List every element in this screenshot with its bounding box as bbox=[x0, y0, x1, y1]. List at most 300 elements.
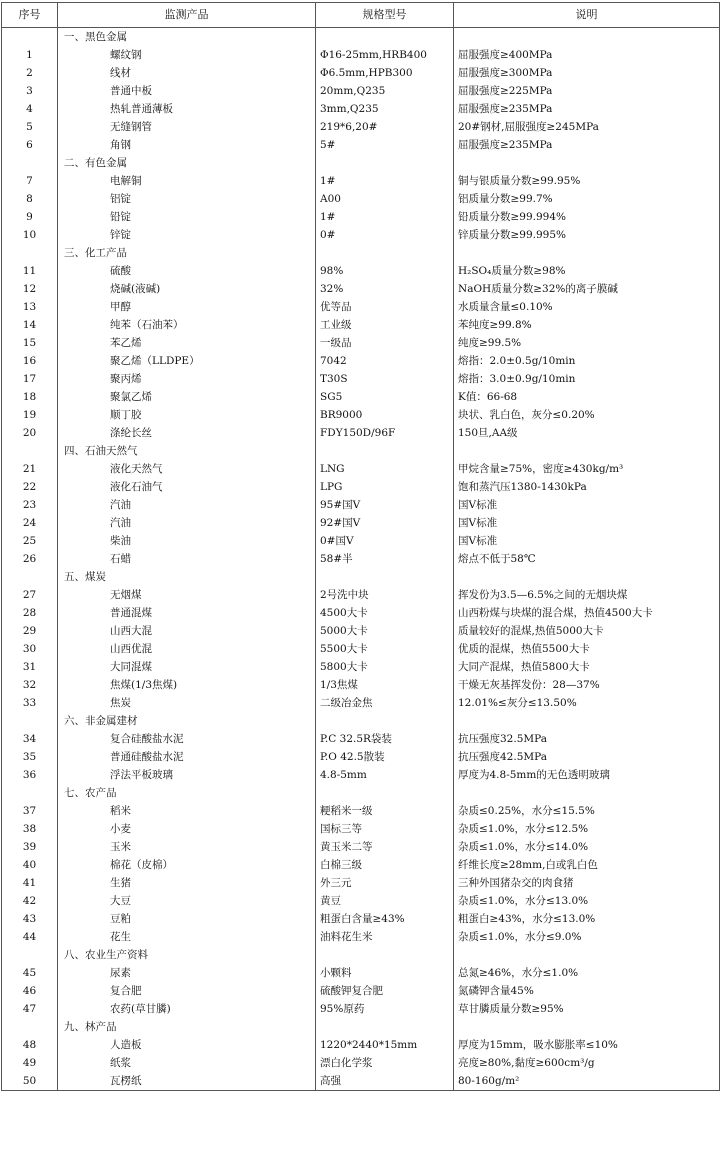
table-row bbox=[2, 208, 720, 226]
spec-model: 98% bbox=[316, 262, 454, 280]
description: H₂SO₄质量分数≥98% bbox=[454, 262, 720, 280]
table-row bbox=[2, 856, 720, 874]
table-row bbox=[2, 748, 720, 766]
description: 20#钢材,屈服强度≥245MPa bbox=[454, 118, 720, 136]
spec-model: 5# bbox=[316, 136, 454, 154]
product-name: 汽油 bbox=[58, 496, 316, 514]
row-number: 22 bbox=[2, 478, 58, 496]
description: 国Ⅴ标准 bbox=[454, 514, 720, 532]
row-desc-cell bbox=[454, 442, 720, 460]
row-number: 2 bbox=[2, 64, 58, 82]
description: 锌质量分数≥99.995% bbox=[454, 226, 720, 244]
row-number: 20 bbox=[2, 424, 58, 442]
product-name: 石蜡 bbox=[58, 550, 316, 568]
spec-model: 5500大卡 bbox=[316, 640, 454, 658]
table-row bbox=[2, 1036, 720, 1054]
spec-model: 1# bbox=[316, 172, 454, 190]
row-number: 19 bbox=[2, 406, 58, 424]
table-row bbox=[2, 802, 720, 820]
product-name: 复合肥 bbox=[58, 982, 316, 1000]
description: 三种外国猪杂交的肉食猪 bbox=[454, 874, 720, 892]
row-number: 6 bbox=[2, 136, 58, 154]
spec-model: 外三元 bbox=[316, 874, 454, 892]
product-name: 棉花（皮棉） bbox=[58, 856, 316, 874]
spec-model: FDY150D/96F bbox=[316, 424, 454, 442]
table-row bbox=[2, 658, 720, 676]
spec-model: 7042 bbox=[316, 352, 454, 370]
row-number: 46 bbox=[2, 982, 58, 1000]
product-name: 螺纹钢 bbox=[58, 46, 316, 64]
product-name: 铝锭 bbox=[58, 190, 316, 208]
spec-model: BR9000 bbox=[316, 406, 454, 424]
table-row bbox=[2, 298, 720, 316]
table-row bbox=[2, 730, 720, 748]
row-number: 10 bbox=[2, 226, 58, 244]
row-number: 13 bbox=[2, 298, 58, 316]
row-spec-cell bbox=[316, 712, 454, 730]
table-row bbox=[2, 910, 720, 928]
spec-model: 5000大卡 bbox=[316, 622, 454, 640]
spec-model: 粳稻米一级 bbox=[316, 802, 454, 820]
description: 熔指：3.0±0.9g/10min bbox=[454, 370, 720, 388]
spec-model: 32% bbox=[316, 280, 454, 298]
product-name: 烧碱(液碱) bbox=[58, 280, 316, 298]
description: 杂质≤1.0%，水分≤12.5% bbox=[454, 820, 720, 838]
table-row bbox=[2, 496, 720, 514]
row-spec-cell bbox=[316, 1018, 454, 1036]
description: 饱和蒸汽压1380-1430kPa bbox=[454, 478, 720, 496]
table-row bbox=[2, 586, 720, 604]
product-name: 瓦楞纸 bbox=[58, 1072, 316, 1091]
description: 块状、乳白色，灰分≤0.20% bbox=[454, 406, 720, 424]
row-number: 8 bbox=[2, 190, 58, 208]
spec-model: 5800大卡 bbox=[316, 658, 454, 676]
row-desc-cell bbox=[454, 946, 720, 964]
row-number: 11 bbox=[2, 262, 58, 280]
row-desc-cell bbox=[454, 1018, 720, 1036]
description: 苯纯度≥99.8% bbox=[454, 316, 720, 334]
row-number: 45 bbox=[2, 964, 58, 982]
product-name: 山西大混 bbox=[58, 622, 316, 640]
row-no-cell bbox=[2, 154, 58, 172]
category-row bbox=[2, 784, 720, 802]
row-number: 21 bbox=[2, 460, 58, 478]
category-label: 八、农业生产资料 bbox=[58, 946, 316, 964]
category-label: 六、非金属建材 bbox=[58, 712, 316, 730]
row-spec-cell bbox=[316, 154, 454, 172]
row-spec-cell bbox=[316, 244, 454, 262]
row-spec-cell bbox=[316, 946, 454, 964]
table-row bbox=[2, 604, 720, 622]
product-name: 液化石油气 bbox=[58, 478, 316, 496]
description: K值：66-68 bbox=[454, 388, 720, 406]
description: 干燥无灰基挥发份：28—37% bbox=[454, 676, 720, 694]
spec-model: 58#半 bbox=[316, 550, 454, 568]
spec-model: 白棉三级 bbox=[316, 856, 454, 874]
table-row bbox=[2, 118, 720, 136]
table-row bbox=[2, 172, 720, 190]
table-row bbox=[2, 676, 720, 694]
spec-model: P.O 42.5散装 bbox=[316, 748, 454, 766]
header-spec: 规格型号 bbox=[316, 3, 454, 28]
spec-model: Φ6.5mm,HPB300 bbox=[316, 64, 454, 82]
row-number: 32 bbox=[2, 676, 58, 694]
table-row bbox=[2, 82, 720, 100]
product-name: 小麦 bbox=[58, 820, 316, 838]
description: 屈服强度≥225MPa bbox=[454, 82, 720, 100]
product-name: 豆粕 bbox=[58, 910, 316, 928]
table-body bbox=[2, 28, 720, 1091]
description: 粗蛋白≥43%，水分≤13.0% bbox=[454, 910, 720, 928]
table-row bbox=[2, 892, 720, 910]
category-label: 二、有色金属 bbox=[58, 154, 316, 172]
product-name: 浮法平板玻璃 bbox=[58, 766, 316, 784]
product-name: 热轧普通薄板 bbox=[58, 100, 316, 118]
row-spec-cell bbox=[316, 442, 454, 460]
row-number: 12 bbox=[2, 280, 58, 298]
product-name: 复合硅酸盐水泥 bbox=[58, 730, 316, 748]
row-number: 39 bbox=[2, 838, 58, 856]
description: 亮度≥80%,黏度≥600cm³/g bbox=[454, 1054, 720, 1072]
product-name: 铅锭 bbox=[58, 208, 316, 226]
header-no: 序号 bbox=[2, 3, 58, 28]
row-number: 18 bbox=[2, 388, 58, 406]
product-name: 生猪 bbox=[58, 874, 316, 892]
row-desc-cell bbox=[454, 784, 720, 802]
product-name: 人造板 bbox=[58, 1036, 316, 1054]
description: 氮磷钾含量45% bbox=[454, 982, 720, 1000]
row-no-cell bbox=[2, 712, 58, 730]
table-row bbox=[2, 190, 720, 208]
description: 杂质≤1.0%，水分≤13.0% bbox=[454, 892, 720, 910]
spec-model: 1# bbox=[316, 208, 454, 226]
table-row bbox=[2, 928, 720, 946]
row-desc-cell bbox=[454, 244, 720, 262]
table-row bbox=[2, 46, 720, 64]
spec-model: 1/3焦煤 bbox=[316, 676, 454, 694]
category-label: 四、石油天然气 bbox=[58, 442, 316, 460]
category-label: 三、化工产品 bbox=[58, 244, 316, 262]
spec-model: 4.8-5mm bbox=[316, 766, 454, 784]
product-name: 焦煤(1/3焦煤) bbox=[58, 676, 316, 694]
table-row bbox=[2, 136, 720, 154]
product-name: 农药(草甘膦) bbox=[58, 1000, 316, 1018]
row-number: 29 bbox=[2, 622, 58, 640]
table-row bbox=[2, 334, 720, 352]
row-number: 41 bbox=[2, 874, 58, 892]
product-name: 纸浆 bbox=[58, 1054, 316, 1072]
row-number: 35 bbox=[2, 748, 58, 766]
table-row bbox=[2, 622, 720, 640]
description: 屈服强度≥235MPa bbox=[454, 100, 720, 118]
description: 150旦,AA级 bbox=[454, 424, 720, 442]
product-name: 锌锭 bbox=[58, 226, 316, 244]
spec-model: 黄玉米二等 bbox=[316, 838, 454, 856]
table-row bbox=[2, 370, 720, 388]
row-number: 37 bbox=[2, 802, 58, 820]
row-no-cell bbox=[2, 442, 58, 460]
row-number: 31 bbox=[2, 658, 58, 676]
spec-model: SG5 bbox=[316, 388, 454, 406]
product-name: 液化天然气 bbox=[58, 460, 316, 478]
spec-model: T30S bbox=[316, 370, 454, 388]
description: 优质的混煤，热值5500大卡 bbox=[454, 640, 720, 658]
row-no-cell bbox=[2, 784, 58, 802]
row-no-cell bbox=[2, 28, 58, 47]
row-no-cell bbox=[2, 568, 58, 586]
table-row bbox=[2, 226, 720, 244]
description: 挥发份为3.5—6.5%之间的无烟块煤 bbox=[454, 586, 720, 604]
row-number: 24 bbox=[2, 514, 58, 532]
row-number: 27 bbox=[2, 586, 58, 604]
table-row bbox=[2, 838, 720, 856]
row-number: 23 bbox=[2, 496, 58, 514]
row-number: 40 bbox=[2, 856, 58, 874]
spec-model: 黄豆 bbox=[316, 892, 454, 910]
description: 抗压强度42.5MPa bbox=[454, 748, 720, 766]
row-number: 26 bbox=[2, 550, 58, 568]
product-name: 涤纶长丝 bbox=[58, 424, 316, 442]
row-number: 30 bbox=[2, 640, 58, 658]
spec-model: 2号洗中块 bbox=[316, 586, 454, 604]
table-row bbox=[2, 424, 720, 442]
spec-model: 219*6,20# bbox=[316, 118, 454, 136]
table-row bbox=[2, 316, 720, 334]
table-header-row bbox=[2, 3, 720, 28]
spec-model: 95#国Ⅴ bbox=[316, 496, 454, 514]
description: 甲烷含量≥75%，密度≥430kg/m³ bbox=[454, 460, 720, 478]
description: 总氮≥46%，水分≤1.0% bbox=[454, 964, 720, 982]
product-name: 苯乙烯 bbox=[58, 334, 316, 352]
description: 厚度为4.8-5mm的无色透明玻璃 bbox=[454, 766, 720, 784]
spec-model: 优等品 bbox=[316, 298, 454, 316]
row-number: 42 bbox=[2, 892, 58, 910]
product-name: 稻米 bbox=[58, 802, 316, 820]
description: 山西粉煤与块煤的混合煤，热值4500大卡 bbox=[454, 604, 720, 622]
description: 屈服强度≥300MPa bbox=[454, 64, 720, 82]
table-row bbox=[2, 406, 720, 424]
spec-model: 4500大卡 bbox=[316, 604, 454, 622]
spec-model: 一级品 bbox=[316, 334, 454, 352]
category-row bbox=[2, 154, 720, 172]
table-row bbox=[2, 478, 720, 496]
table-row bbox=[2, 460, 720, 478]
category-label: 七、农产品 bbox=[58, 784, 316, 802]
product-name: 普通硅酸盐水泥 bbox=[58, 748, 316, 766]
table-row bbox=[2, 766, 720, 784]
table-row bbox=[2, 262, 720, 280]
description: 厚度为15mm，吸水膨胀率≤10% bbox=[454, 1036, 720, 1054]
table-row bbox=[2, 64, 720, 82]
category-row bbox=[2, 946, 720, 964]
product-name: 大豆 bbox=[58, 892, 316, 910]
spec-model: 高强 bbox=[316, 1072, 454, 1091]
row-number: 28 bbox=[2, 604, 58, 622]
product-name: 大同混煤 bbox=[58, 658, 316, 676]
row-desc-cell bbox=[454, 568, 720, 586]
product-name: 尿素 bbox=[58, 964, 316, 982]
description: 屈服强度≥400MPa bbox=[454, 46, 720, 64]
description: 熔点不低于58℃ bbox=[454, 550, 720, 568]
row-number: 50 bbox=[2, 1072, 58, 1091]
row-desc-cell bbox=[454, 154, 720, 172]
product-name: 纯苯（石油苯） bbox=[58, 316, 316, 334]
spec-model: 国标三等 bbox=[316, 820, 454, 838]
description: 80-160g/m² bbox=[454, 1072, 720, 1091]
row-number: 16 bbox=[2, 352, 58, 370]
row-number: 47 bbox=[2, 1000, 58, 1018]
table-row bbox=[2, 388, 720, 406]
table-row bbox=[2, 640, 720, 658]
row-number: 48 bbox=[2, 1036, 58, 1054]
product-name: 花生 bbox=[58, 928, 316, 946]
description: 屈服强度≥235MPa bbox=[454, 136, 720, 154]
table-row bbox=[2, 280, 720, 298]
row-spec-cell bbox=[316, 568, 454, 586]
row-number: 4 bbox=[2, 100, 58, 118]
spec-model: 工业级 bbox=[316, 316, 454, 334]
description: 抗压强度32.5MPa bbox=[454, 730, 720, 748]
row-number: 17 bbox=[2, 370, 58, 388]
spec-model: 0# bbox=[316, 226, 454, 244]
row-number: 25 bbox=[2, 532, 58, 550]
spec-model: 粗蛋白含量≥43% bbox=[316, 910, 454, 928]
product-name: 电解铜 bbox=[58, 172, 316, 190]
header-product: 监测产品 bbox=[58, 3, 316, 28]
table-row bbox=[2, 820, 720, 838]
table-row bbox=[2, 1054, 720, 1072]
table-row bbox=[2, 532, 720, 550]
table-row bbox=[2, 964, 720, 982]
product-name: 顺丁胶 bbox=[58, 406, 316, 424]
row-number: 9 bbox=[2, 208, 58, 226]
description: 纯度≥99.5% bbox=[454, 334, 720, 352]
description: 大同产混煤，热值5800大卡 bbox=[454, 658, 720, 676]
table-row bbox=[2, 874, 720, 892]
category-row bbox=[2, 568, 720, 586]
spec-model: 92#国Ⅴ bbox=[316, 514, 454, 532]
table-row bbox=[2, 352, 720, 370]
product-name: 甲醇 bbox=[58, 298, 316, 316]
product-name: 硫酸 bbox=[58, 262, 316, 280]
product-name: 汽油 bbox=[58, 514, 316, 532]
category-row bbox=[2, 244, 720, 262]
description: 12.01%≤灰分≤13.50% bbox=[454, 694, 720, 712]
row-number: 1 bbox=[2, 46, 58, 64]
product-name: 山西优混 bbox=[58, 640, 316, 658]
category-label: 九、林产品 bbox=[58, 1018, 316, 1036]
spec-model: P.C 32.5R袋装 bbox=[316, 730, 454, 748]
product-name: 玉米 bbox=[58, 838, 316, 856]
table-row bbox=[2, 1000, 720, 1018]
product-name: 聚氯乙烯 bbox=[58, 388, 316, 406]
spec-model: LPG bbox=[316, 478, 454, 496]
row-desc-cell bbox=[454, 712, 720, 730]
product-name: 角钢 bbox=[58, 136, 316, 154]
row-number: 49 bbox=[2, 1054, 58, 1072]
category-label: 五、煤炭 bbox=[58, 568, 316, 586]
spec-model: 1220*2440*15mm bbox=[316, 1036, 454, 1054]
spec-model: 20mm,Q235 bbox=[316, 82, 454, 100]
category-row bbox=[2, 442, 720, 460]
spec-model: 油料花生米 bbox=[316, 928, 454, 946]
row-number: 38 bbox=[2, 820, 58, 838]
row-spec-cell bbox=[316, 784, 454, 802]
header-desc: 说明 bbox=[454, 3, 720, 28]
spec-model: 漂白化学浆 bbox=[316, 1054, 454, 1072]
description: 国Ⅴ标准 bbox=[454, 532, 720, 550]
description: 杂质≤1.0%，水分≤14.0% bbox=[454, 838, 720, 856]
spec-model: 二级冶金焦 bbox=[316, 694, 454, 712]
category-row bbox=[2, 712, 720, 730]
product-name: 普通混煤 bbox=[58, 604, 316, 622]
row-number: 15 bbox=[2, 334, 58, 352]
description: 质量较好的混煤,热值5000大卡 bbox=[454, 622, 720, 640]
spec-model: 小颗料 bbox=[316, 964, 454, 982]
description: 水质量含量≤0.10% bbox=[454, 298, 720, 316]
row-number: 5 bbox=[2, 118, 58, 136]
description: 铝质量分数≥99.7% bbox=[454, 190, 720, 208]
table-row bbox=[2, 982, 720, 1000]
table-row bbox=[2, 100, 720, 118]
product-name: 聚丙烯 bbox=[58, 370, 316, 388]
row-spec-cell bbox=[316, 28, 454, 47]
description: 杂质≤0.25%，水分≤15.5% bbox=[454, 802, 720, 820]
spec-model: 3mm,Q235 bbox=[316, 100, 454, 118]
category-row bbox=[2, 28, 720, 47]
description: 国Ⅴ标准 bbox=[454, 496, 720, 514]
table-row bbox=[2, 514, 720, 532]
row-no-cell bbox=[2, 244, 58, 262]
category-row bbox=[2, 1018, 720, 1036]
row-no-cell bbox=[2, 946, 58, 964]
spec-model: 0#国Ⅴ bbox=[316, 532, 454, 550]
description: 草甘膦质量分数≥95% bbox=[454, 1000, 720, 1018]
product-name: 柴油 bbox=[58, 532, 316, 550]
row-number: 14 bbox=[2, 316, 58, 334]
row-number: 3 bbox=[2, 82, 58, 100]
spec-model: LNG bbox=[316, 460, 454, 478]
spec-model: A00 bbox=[316, 190, 454, 208]
table-row bbox=[2, 1072, 720, 1091]
row-number: 7 bbox=[2, 172, 58, 190]
product-spec-table bbox=[1, 2, 720, 1091]
row-number: 34 bbox=[2, 730, 58, 748]
table-row bbox=[2, 550, 720, 568]
row-number: 33 bbox=[2, 694, 58, 712]
row-number: 36 bbox=[2, 766, 58, 784]
description: 铜与银质量分数≥99.95% bbox=[454, 172, 720, 190]
row-no-cell bbox=[2, 1018, 58, 1036]
description: 熔指：2.0±0.5g/10min bbox=[454, 352, 720, 370]
description: 纤维长度≥28mm,白或乳白色 bbox=[454, 856, 720, 874]
description: 铅质量分数≥99.994% bbox=[454, 208, 720, 226]
row-desc-cell bbox=[454, 28, 720, 47]
description: NaOH质量分数≥32%的离子膜碱 bbox=[454, 280, 720, 298]
product-name: 普通中板 bbox=[58, 82, 316, 100]
product-name: 线材 bbox=[58, 64, 316, 82]
spec-model: 95%原药 bbox=[316, 1000, 454, 1018]
spec-model: Φ16-25mm,HRB400 bbox=[316, 46, 454, 64]
spec-model: 硫酸钾复合肥 bbox=[316, 982, 454, 1000]
product-name: 聚乙烯（LLDPE） bbox=[58, 352, 316, 370]
product-name: 无烟煤 bbox=[58, 586, 316, 604]
category-label: 一、黑色金属 bbox=[58, 28, 316, 47]
product-name: 焦炭 bbox=[58, 694, 316, 712]
row-number: 44 bbox=[2, 928, 58, 946]
table-row bbox=[2, 694, 720, 712]
product-name: 无缝钢管 bbox=[58, 118, 316, 136]
